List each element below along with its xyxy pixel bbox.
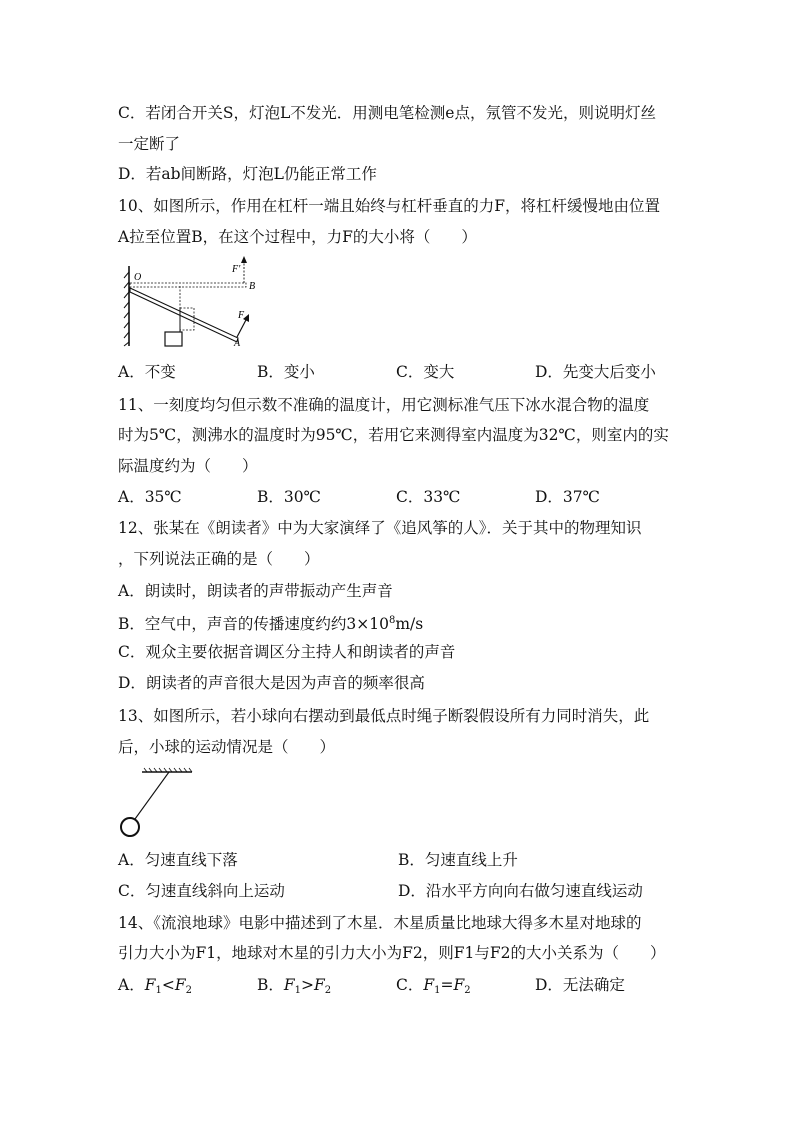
q13-pendulum-figure: [118, 766, 198, 840]
q9-option-d: D．若ab间断路，灯泡L仍能正常工作: [118, 165, 377, 183]
q12-stem-line1: 12、张某在《朗读者》中为大家演绎了《追风筝的人》．关于其中的物理知识: [118, 519, 642, 537]
label-f: F: [238, 310, 245, 321]
q14-option-b: B．$F_1>F_2$: [257, 976, 332, 996]
q10-stem-line2: A拉至位置B，在这个过程中，力F的大小将（ ）: [118, 228, 477, 246]
ceiling: [142, 768, 192, 772]
q11-stem-line2: 时为5℃，测沸水的温度时为95℃，若用它来测得室内温度为32℃，则室内的实: [118, 426, 669, 444]
q12-stem-line2: ，下列说法正确的是（ ）: [118, 550, 320, 568]
label-a: A: [234, 338, 241, 349]
q12-option-a: A．朗读时，朗读者的声带振动产生声音: [118, 582, 393, 600]
q10-stem-line1: 10、如图所示，作用在杠杆一端且始终与杠杆垂直的力F，将杠杆缓慢地由位置: [118, 197, 660, 215]
q13-option-a: A．匀速直线下落: [118, 851, 238, 869]
q11-option-a: A．35℃: [118, 488, 182, 506]
lever-position-b: [130, 283, 246, 287]
q10-option-c: C．变大: [396, 363, 455, 381]
q10-option-d: D．先变大后变小: [535, 363, 656, 381]
lever-position-a: [130, 288, 238, 342]
q11-option-d: D．37℃: [535, 488, 600, 506]
q14-stem-line1: 14、《流浪地球》电影中描述到了木星．木星质量比地球大得多木星对地球的: [118, 914, 642, 932]
q13-option-c: C．匀速直线斜向上运动: [118, 882, 285, 900]
q9-option-c-line2: 一定断了: [118, 135, 181, 153]
q10-option-a: A．不变: [118, 363, 176, 381]
wall: [124, 266, 129, 346]
q10-lever-figure: [118, 256, 268, 356]
q12-option-b-prefix: B．空气中，声音的传播速度约约3×10: [118, 615, 389, 634]
q11-stem-line1: 11、一刻度均匀但示数不准确的温度计，用它测标准气压下冰水混合物的温度: [118, 396, 650, 414]
q11-option-c: C．33℃: [396, 488, 461, 506]
q9-option-c-line1: C．若闭合开关S，灯泡L不发光．用测电笔检测e点，氖管不发光，则说明灯丝: [118, 104, 656, 122]
q12-option-d: D．朗读者的声音很大是因为声音的频率很高: [118, 674, 425, 692]
pendulum-string: [135, 772, 169, 819]
force-arrow-f-prime: [241, 256, 247, 283]
q14-stem-line2: 引力大小为F1，地球对木星的引力大小为F2，则F1与F2的大小关系为（ ）: [118, 944, 666, 962]
q14-option-d: D．无法确定: [535, 976, 625, 994]
label-o: O: [134, 272, 142, 283]
q12-option-b-exponent: 8: [388, 615, 396, 626]
q13-option-b: B．匀速直线上升: [398, 851, 518, 869]
q13-stem-line2: 后，小球的运动情况是（ ）: [118, 738, 336, 756]
q14-option-a: A．$F_1<F_2$: [118, 976, 192, 996]
q12-option-b-unit: m/s: [395, 615, 424, 634]
q11-stem-line3: 际温度约为（ ）: [118, 457, 258, 475]
q11-option-b: B．30℃: [257, 488, 321, 506]
pendulum-ball: [121, 818, 139, 836]
label-f-prime: F': [232, 264, 241, 275]
q12-option-c: C．观众主要依据音调区分主持人和朗读者的声音: [118, 643, 456, 661]
q10-option-b: B．变小: [257, 363, 315, 381]
label-b: B: [249, 281, 256, 292]
q12-option-b: [118, 611, 423, 634]
q14-option-c: C．$F_1=F_2$: [396, 976, 471, 996]
q13-option-d: D．沿水平方向向右做匀速直线运动: [398, 882, 643, 900]
q13-stem-line1: 13、如图所示，若小球向右摆动到最低点时绳子断裂假设所有力同时消失，此: [118, 707, 650, 725]
